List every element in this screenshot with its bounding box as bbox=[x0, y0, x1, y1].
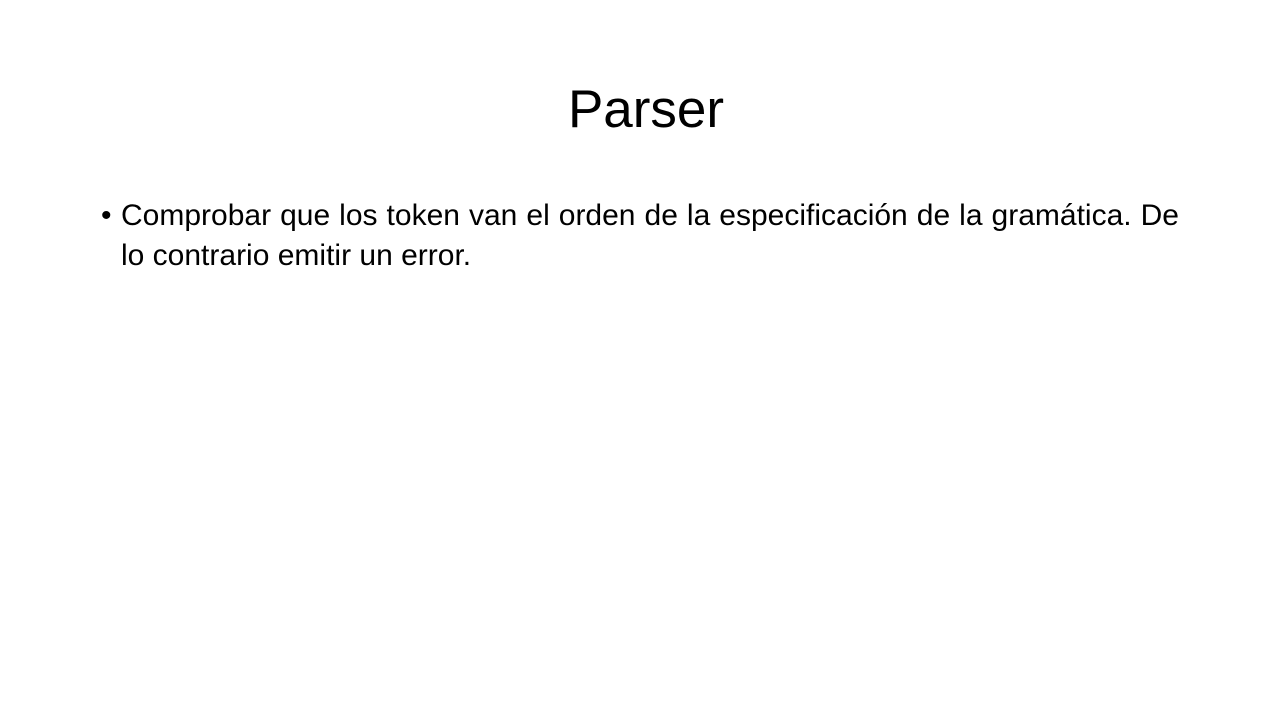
slide-title: Parser bbox=[567, 80, 725, 139]
bullet-text: Comprobar que los token van el orden de la especificación de la gramática. De lo contrario emitir un error. bbox=[121, 199, 1179, 272]
bullet-item bbox=[101, 196, 1179, 276]
bullet-marker: • bbox=[101, 199, 112, 232]
slide-body bbox=[101, 196, 1179, 276]
